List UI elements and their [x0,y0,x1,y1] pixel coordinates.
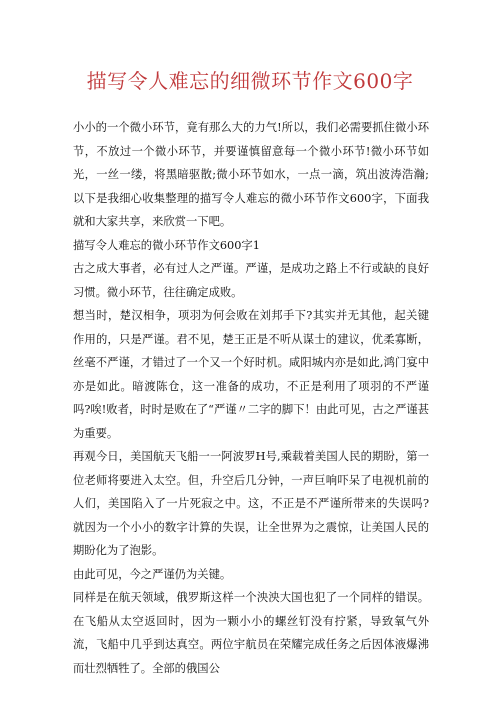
document-body [73,116,429,680]
paragraph: 由此可见，今之严谨仍为关键。 [73,567,232,581]
paragraph: 描写令人难忘的微小环节作文600字1 [73,238,260,252]
paragraph: 再观今日，美国航天飞船一一阿波罗H号,乘载着美国人民的期盼，第一位老师将要进入太空。但，升空后几分钟，一声巨响吓呆了电视机前的人们，美国陷入了一片死寂之中。这，不正是不严谨所带来的失误吗?就因为一个小小的数字计算的失误，让全世界为之震惊，让美国人民的期盼化为了泡影。 [73,450,429,557]
paragraph: 想当时，楚汉相争，项羽为何会败在刘邦手下?其实并无其他，起关键作用的，只是严谨。君不见，楚王正是不听从谋士的建议，优柔寡断，丝毫不严谨，才错过了一个又一个好时机。咸阳城内亦是如此,鸿门宴中亦是如此。暗渡陈仓，这一准备的成功，不正是利用了项羽的不严谨吗?唉!败者，时时是败在了“严谨〃二字的脚下！由此可见，古之严谨甚为重要。 [73,309,429,440]
document-title: 描写令人难忘的细微环节作文600字 [86,69,414,93]
paragraph: 古之成大事者，必有过人之严谨。严谨，是成功之路上不行或缺的良好习惯。微小环节，往往确定成败。 [73,262,429,299]
paragraph: 小小的一个微小环节，竟有那么大的力气!所以，我们必需要抓住微小环节，不放过一个微小环节，并要谨慎留意每一个微小环节!微小环节如光，一丝一缕，将黑暗驱散;微小环节如水，一点一滴，筑出波涛浩瀚;以下是我细心收集整理的描写令人难忘的微小环节作文600字，下面我就和大家共享，来欣赏一下吧。 [73,121,429,228]
paragraph: 同样是在航天领域，俄罗斯这样一个泱泱大国也犯了一个同样的错误。在飞船从太空返回时，因为一颗小小的螺丝钉没有拧紧，导致氧气外流，飞船中几乎到达真空。两位宇航员在荣耀完成任务之后因体液爆沸而壮烈牺牲了。全部的俄国公 [73,591,429,675]
